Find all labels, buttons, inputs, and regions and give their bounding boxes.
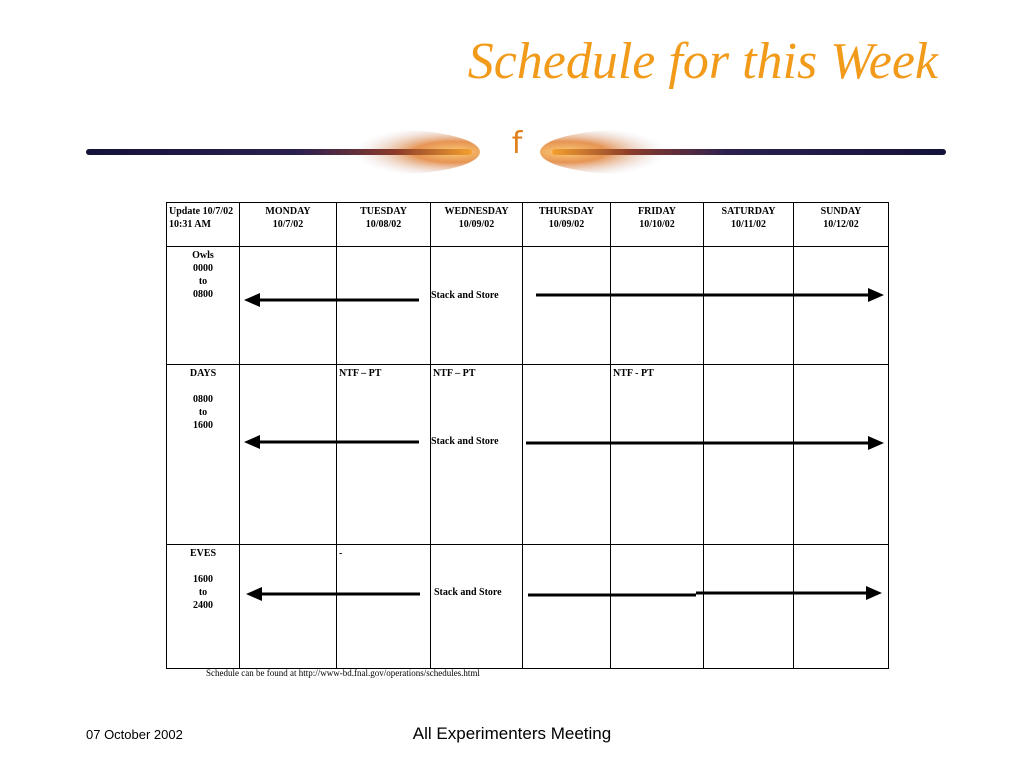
day-name: TUESDAY <box>360 206 407 217</box>
schedule-table <box>166 202 889 669</box>
schedule-cell <box>794 247 889 365</box>
shift-label-days <box>167 365 240 545</box>
day-header-monday <box>240 203 337 247</box>
schedule-cell <box>794 365 889 545</box>
schedule-cell <box>240 247 337 365</box>
schedule-cell <box>704 365 794 545</box>
shift-end: 2400 <box>193 600 213 611</box>
day-name: FRIDAY <box>638 206 676 217</box>
shift-to: to <box>198 587 208 598</box>
day-header-saturday <box>704 203 794 247</box>
shift-to: to <box>198 407 208 418</box>
day-header-tuesday <box>337 203 431 247</box>
day-date: 10/08/02 <box>365 219 402 230</box>
schedule-cell <box>523 365 611 545</box>
schedule-cell <box>240 545 337 669</box>
shift-to: to <box>198 276 208 287</box>
shift-name: EVES <box>189 548 217 559</box>
shift-start: 1600 <box>193 574 213 585</box>
shift-label-eves <box>167 545 240 669</box>
activity-label-days: Stack and Store <box>431 436 499 447</box>
schedule-footnote: Schedule can be found at http://www-bd.fnal.gov/operations/schedules.html <box>206 668 480 678</box>
day-name: THURSDAY <box>538 206 595 217</box>
schedule-table-wrapper <box>166 202 888 668</box>
day-date: 10/7/02 <box>272 219 304 230</box>
day-date: 10/09/02 <box>548 219 585 230</box>
footer-date: 07 October 2002 <box>86 727 183 742</box>
day-date: 10/11/02 <box>730 219 766 230</box>
schedule-cell <box>431 247 523 365</box>
divider-glyph: f <box>511 126 523 161</box>
day-header-sunday <box>794 203 889 247</box>
day-header-wednesday <box>431 203 523 247</box>
day-date: 10/09/02 <box>458 219 495 230</box>
shift-row-eves <box>167 545 889 669</box>
shift-end: 1600 <box>193 420 213 431</box>
schedule-cell <box>704 545 794 669</box>
day-name: WEDNESDAY <box>444 206 509 217</box>
schedule-cell <box>704 247 794 365</box>
activity-label-owls: Stack and Store <box>431 290 499 301</box>
shift-name: Owls <box>192 250 214 261</box>
schedule-cell: NTF - PT <box>611 365 704 545</box>
shift-start: 0800 <box>193 394 213 405</box>
day-name: SATURDAY <box>721 206 776 217</box>
shift-label-owls <box>167 247 240 365</box>
slide-title: Schedule for this Week <box>467 33 938 90</box>
schedule-cell <box>431 545 523 669</box>
shift-row-days <box>167 365 889 545</box>
schedule-cell: NTF – PT <box>337 365 431 545</box>
schedule-cell <box>523 247 611 365</box>
header-row <box>167 203 889 247</box>
schedule-cell <box>794 545 889 669</box>
schedule-cell: - <box>337 545 431 669</box>
shift-row-owls <box>167 247 889 365</box>
day-name: MONDAY <box>265 206 311 217</box>
day-date: 10/12/02 <box>823 219 859 230</box>
schedule-cell <box>611 247 704 365</box>
shift-name: DAYS <box>189 368 217 379</box>
schedule-cell <box>337 247 431 365</box>
right-divider-line <box>552 149 946 155</box>
activity-label-eves: Stack and Store <box>434 587 502 598</box>
shift-start: 0000 <box>193 263 213 274</box>
day-header-thursday <box>523 203 611 247</box>
left-divider-line <box>86 149 472 155</box>
schedule-cell: NTF – PT <box>431 365 523 545</box>
day-name: SUNDAY <box>820 206 862 217</box>
schedule-cell <box>523 545 611 669</box>
update-header: Update 10/7/02 10:31 AM <box>167 203 240 247</box>
day-header-friday <box>611 203 704 247</box>
schedule-cell <box>611 545 704 669</box>
footer-meeting-name: All Experimenters Meeting <box>412 724 612 743</box>
schedule-cell <box>240 365 337 545</box>
day-date: 10/10/02 <box>639 219 675 230</box>
shift-end: 0800 <box>193 289 213 300</box>
